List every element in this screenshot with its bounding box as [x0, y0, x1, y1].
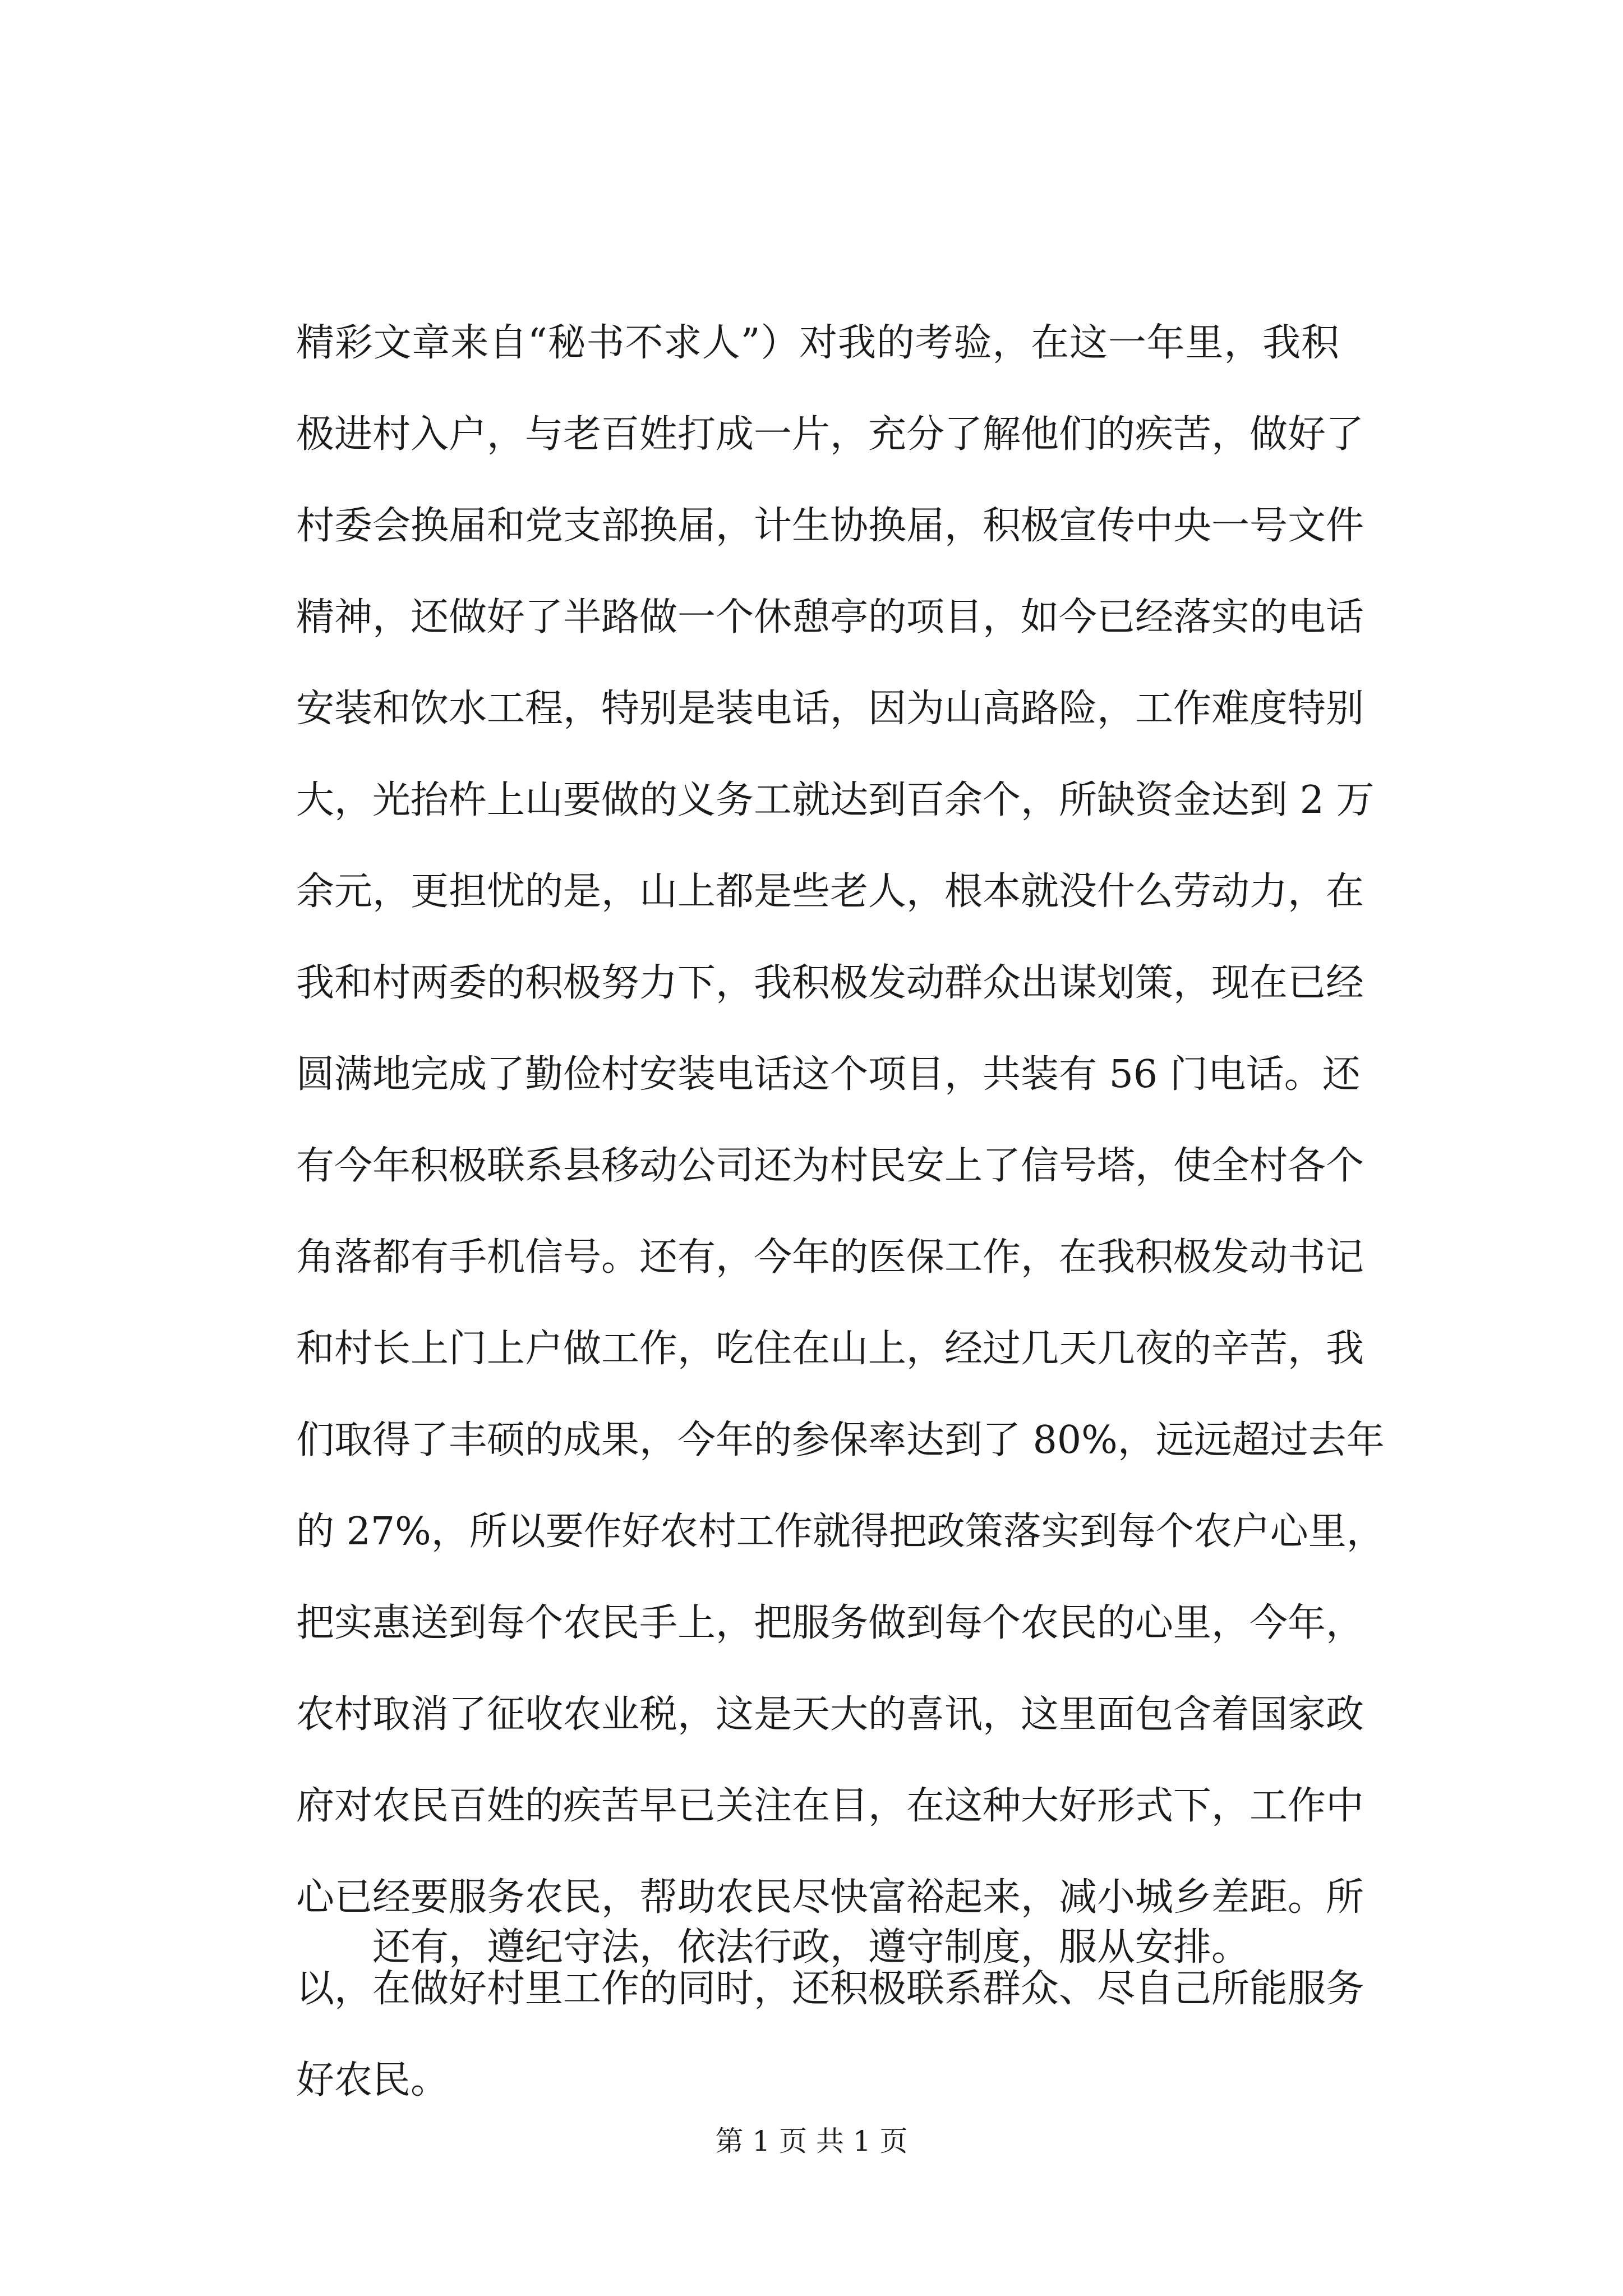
text-line: 余元，更担忧的是，山上都是些老人，根本就没什么劳动力，在: [296, 869, 1364, 914]
paragraph-1: [296, 297, 1385, 2126]
text-line: 角落都有手机信号。还有，今年的医保工作，在我积极发动书记: [296, 1235, 1364, 1280]
text-line: 我和村两委的积极努力下，我积极发动群众出谋划策，现在已经: [296, 961, 1364, 1005]
text-line: 把实惠送到每个农民手上，把服务做到每个农民的心里，今年，: [296, 1601, 1364, 1645]
text-line: 还有，遵纪守法，依法行政，遵守制度，服从安排。: [372, 1925, 1250, 1970]
text-line: 心已经要服务农民，帮助农民尽快富裕起来，减小城乡差距。所: [296, 1875, 1364, 1920]
paragraph-2: [296, 1902, 1339, 1993]
text-line: 以，在做好村里工作的同时，还积极联系群众、尽自己所能服务: [296, 1967, 1364, 2011]
text-line: 安装和饮水工程，特别是装电话，因为山高路险，工作难度特别: [296, 687, 1364, 731]
text-line: 大，光抬杵上山要做的义务工就达到百余个，所缺资金达到 2 万: [296, 778, 1375, 822]
text-line: 府对农民百姓的疾苦早已关注在目，在这种大好形式下，工作中: [296, 1784, 1364, 1828]
text-line: 极进村入户，与老百姓打成一片，充分了解他们的疾苦，做好了: [296, 412, 1364, 457]
text-line: 村委会换届和党支部换届，计生协换届，积极宣传中央一号文件: [296, 504, 1364, 548]
text-line: 好农民。: [296, 2058, 449, 2102]
text-line: 们取得了丰硕的成果，今年的参保率达到了 80%，远远超过去年: [296, 1418, 1385, 1462]
text-line: 有今年积极联系县移动公司还为村民安上了信号塔，使全村各个: [296, 1144, 1364, 1188]
text-line: 的 27%，所以要作好农村工作就得把政策落实到每个农户心里，: [296, 1510, 1385, 1554]
text-line: 精神，还做好了半路做一个休憩亭的项目，如今已经落实的电话: [296, 595, 1364, 639]
text-line: 和村长上门上户做工作，吃住在山上，经过几天几夜的辛苦，我: [296, 1327, 1364, 1371]
text-line: 精彩文章来自“秘书不求人”）对我的考验，在这一年里，我积: [296, 321, 1339, 365]
page-footer: 第 1 页 共 1 页: [715, 2125, 908, 2157]
text-line: 农村取消了征收农业税，这是天大的喜讯，这里面包含着国家政: [296, 1692, 1364, 1737]
text-line: 圆满地完成了勤俭村安装电话这个项目，共装有 56 门电话。还: [296, 1052, 1361, 1097]
